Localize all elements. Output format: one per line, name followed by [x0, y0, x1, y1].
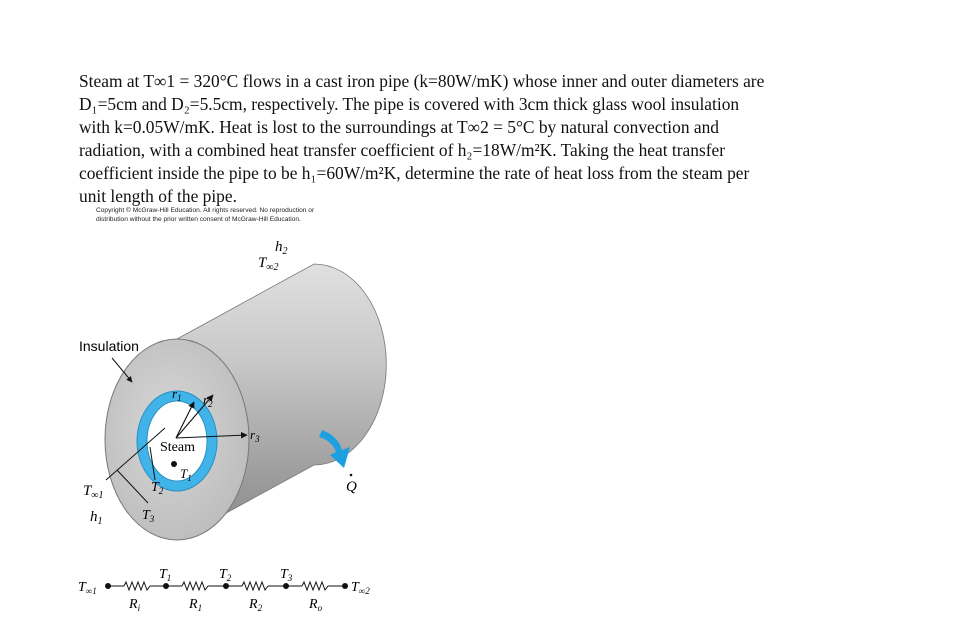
- circuit-node-label: $T_3$: [280, 567, 293, 583]
- thermal-circuit: [78, 567, 370, 613]
- svg-text:Q: Q: [346, 479, 357, 495]
- h1-label: $h_1$: [90, 509, 103, 527]
- insulation-cylinder: [105, 264, 386, 540]
- resistor-label: $R_o$: [309, 597, 323, 613]
- t2-label: $T_2$: [151, 480, 164, 496]
- t1-label: $T_1$: [180, 466, 192, 483]
- resistor-label: $R_1$: [189, 597, 203, 613]
- problem-line: D₁=5cm and D₂=5.5cm, respectively. The pipe is covered with 3cm thick glass wool insulation: [79, 94, 740, 114]
- copyright-line: distribution without the prior written consent of McGraw-Hill Education.: [96, 215, 301, 223]
- problem-line: coefficient inside the pipe to be h₁=60W/m²K, determine the rate of heat loss from the steam per: [79, 163, 750, 183]
- t1-dot: [171, 461, 177, 467]
- resistor-ro: [302, 582, 328, 590]
- resistor-r1: [182, 582, 208, 590]
- t-inf2-label: $T_{\infty 2}$: [258, 255, 279, 273]
- circuit-node: [342, 583, 348, 589]
- q-dot-label: [346, 474, 357, 495]
- copyright-line: Copyright © McGraw-Hill Education. All rights reserved. No reproduction or: [96, 207, 315, 214]
- insulation-label: Insulation: [79, 338, 139, 354]
- resistor-label: $R_2$: [249, 597, 263, 613]
- r3-label: $r_3$: [250, 427, 260, 444]
- problem-line: radiation, with a combined heat transfer coefficient of h₂=18W/m²K. Taking the heat transfer: [79, 140, 726, 160]
- h2-label: $h_2$: [275, 239, 288, 257]
- problem-line: with k=0.05W/mK. Heat is lost to the surroundings at T∞2 = 5°C by natural convection and: [79, 117, 719, 137]
- t-inf1-label: $T_{\infty 1}$: [83, 483, 104, 501]
- resistor-label: $R_i$: [129, 597, 141, 613]
- resistor-ri: [124, 582, 150, 590]
- r1-label: $r_1$: [172, 386, 182, 403]
- circuit-node-label: $T_2$: [219, 567, 232, 583]
- resistor-r2: [242, 582, 268, 590]
- t3-label: $T_3$: [142, 508, 155, 524]
- circuit-t-inf1: $T_{\infty 1}$: [78, 580, 97, 596]
- problem-line: Steam at T∞1 = 320°C flows in a cast iron pipe (k=80W/mK) whose inner and outer diameters are: [79, 71, 765, 91]
- steam-label: Steam: [160, 440, 195, 455]
- circuit-node-label: $T_1$: [159, 567, 172, 583]
- r2-label: $r_2$: [203, 392, 213, 409]
- circuit-t-inf2: $T_{\infty 2}$: [351, 580, 370, 596]
- problem-line: unit length of the pipe.: [79, 186, 237, 206]
